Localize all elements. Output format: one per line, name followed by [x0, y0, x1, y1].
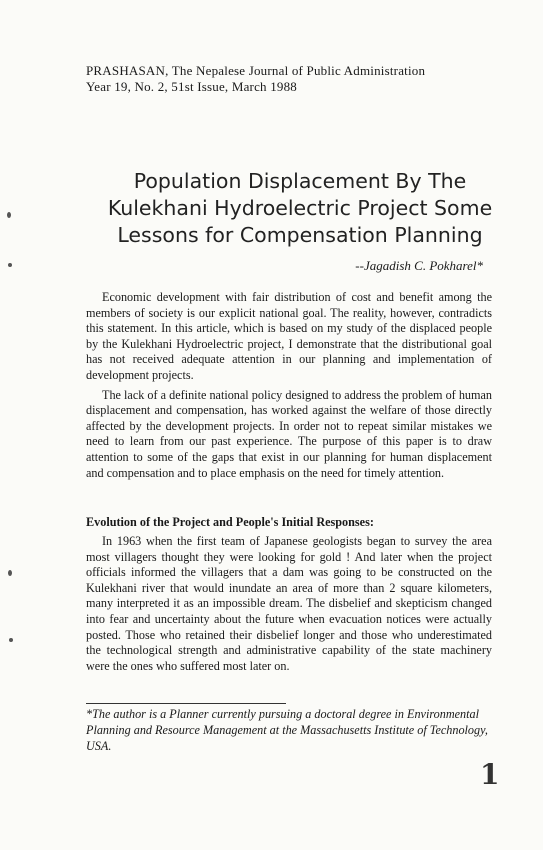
title-line-3: Lessons for Compensation Planning — [117, 223, 483, 247]
title-line-2: Kulekhani Hydroelectric Project Some — [107, 196, 493, 220]
paragraph-1: Economic development with fair distribution of cost and benefit among the members of society is our explicit national goal. The reality, however, contradicts this statement. In this article, which is based on my study of the displaced people by the Kulekhani Hydroelectric project, I demonstrate that the distributional goal has not received adequate attention in our planning and implementation of development projects. — [86, 290, 492, 382]
author-footnote: *The author is a Planner currently pursuing a doctoral degree in Environmental Planning and Resource Management at the Massachusetts Institute of Technology, USA. — [86, 707, 488, 753]
issue-info: Year 19, No. 2, 51st Issue, March 1988 — [86, 79, 298, 94]
page-number: 1 — [480, 758, 500, 791]
title-line-1: Population Displacement By The — [133, 169, 467, 193]
scan-speck-2 — [8, 263, 12, 267]
footnote-divider — [86, 703, 286, 704]
paragraph-3: In 1963 when the first team of Japanese geologists began to survey the area most villagers thought they were looking for gold ! And later when the project officials informed the villagers that a dam was going to be constructed on the Kulekhani river that would inundate an area of more than 2 square kilometers, many interpreted it as an impossible dream. The disbelief and skepticism changed into fear and uncertainty about the future when evacuation notices were actually posted. Those who retained their disbelief longer and those who underestimated the technological strength and administrative capability of the state machinery were the ones who suffered most later on. — [86, 534, 492, 673]
article-title — [60, 168, 540, 249]
author-byline: --Jagadish C. Pokharel* — [355, 258, 483, 273]
paragraph-2: The lack of a definite national policy designed to address the problem of human displacement and compensation, has worked against the welfare of those directly affected by the development projects. In order not to repeat similar mistakes we need to learn from our past experience. The purpose of this paper is to draw attention to some of the gaps that exist in our planning for human displacement and compensation and to place emphasis on the need for timely attention. — [86, 387, 492, 480]
journal-name: PRASHASAN, The Nepalese Journal of Public Administration — [86, 63, 426, 78]
section-heading: Evolution of the Project and People's Initial Responses: — [86, 515, 374, 529]
section-body — [86, 534, 492, 674]
introduction — [86, 290, 492, 481]
scan-speck-4 — [9, 638, 13, 642]
journal-header — [86, 63, 425, 95]
scan-speck-1 — [7, 212, 11, 218]
scan-speck-3 — [8, 570, 12, 576]
